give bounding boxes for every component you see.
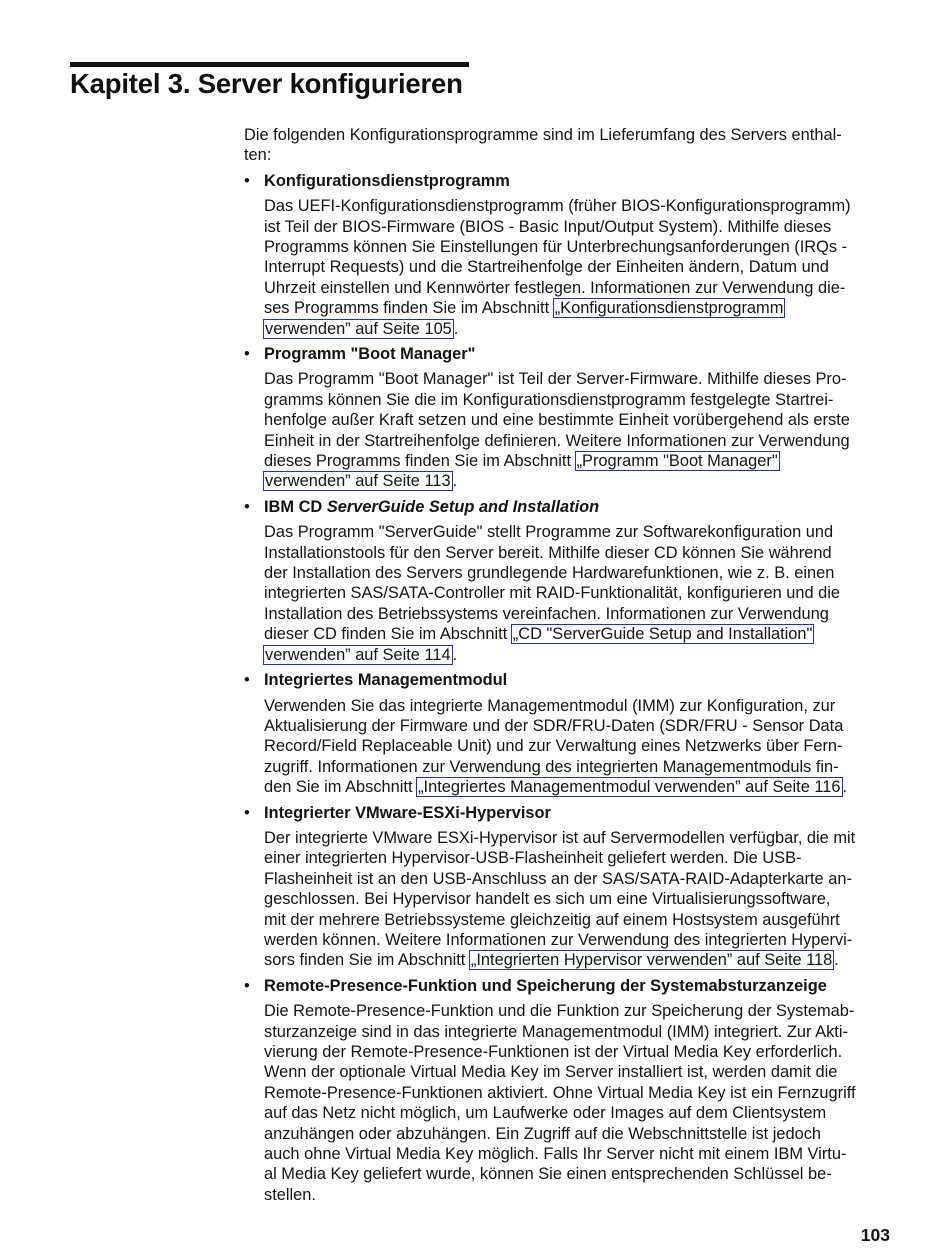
cross-reference-link[interactable]: „Konfigurationsdienstprogramm [554,299,784,318]
body-line: auch ohne Virtual Media Key möglich. Falls Ihr Server nicht mit einem IBM Virtu- [264,1145,847,1163]
body-line: Der integrierte VMware ESXi-Hypervisor ist auf Servermodellen verfügbar, die mit [264,828,856,847]
cross-reference-link[interactable]: „Programm "Boot Manager" [576,452,778,471]
body-line: Das UEFI-Konfigurationsdienstprogramm (früher BIOS-Konfigurationsprogramm) [264,197,851,216]
body-line [264,298,894,318]
body-text: dieses Programms finden Sie im Abschnitt [264,452,576,471]
bullet-icon: • [244,497,250,516]
cross-reference-link[interactable]: verwenden” auf Seite 113 [265,472,451,491]
item-body [264,1001,894,1205]
body-line: sturzanzeige sind in das integrierte Managementmodul (IMM) integriert. Zur Akti- [264,1022,848,1041]
item-body [264,828,894,971]
cross-reference-link[interactable]: „Integriertes Managementmodul verwenden” auf Seite 116 [418,778,841,797]
cross-reference-link[interactable]: verwenden” auf Seite 114 [265,645,451,664]
body-line: geschlossen. Bei Hypervisor handelt es sich um eine Virtualisierungssoftware, [264,890,831,909]
body-line: Record/Field Replaceable Unit) und zur Verwaltung eines Netzwerks über Fern- [264,737,843,756]
body-line: Verwenden Sie das integrierte Managementmodul (IMM) zur Konfiguration, zur [264,696,836,715]
bullet-icon: • [244,803,250,822]
body-line: stellen. [264,1185,316,1204]
body-line: Das Programm "ServerGuide" stellt Programme zur Softwarekonfiguration und [264,523,834,542]
body-line: einer integrierten Hypervisor-USB-Flasheinheit geliefert werden. Die USB- [264,849,802,868]
cross-reference-link[interactable]: „CD "ServerGuide Setup and Installation" [512,625,813,644]
item-heading: Integrierter VMware-ESXi-Hypervisor [264,803,551,822]
list-item-imm [244,670,894,797]
body-text: . [842,778,848,797]
body-line: werden können. Weitere Informationen zur Verwendung des integrierten Hypervi- [264,930,853,949]
bullet-icon: • [244,345,250,364]
body-line: Installationstools für den Server bereit. Mithilfe dieser CD können Sie während [264,543,832,562]
chapter-rule [70,62,469,67]
body-text: den Sie im Abschnitt [264,778,418,797]
item-heading [264,497,894,517]
bullet-icon: • [244,171,250,190]
item-body [264,696,894,798]
body-line [264,777,894,797]
item-heading: Remote-Presence-Funktion und Speicherung der Systemabsturzanzeige [264,976,827,995]
item-body [264,369,894,491]
body-line: der Installation des Servers grundlegende Hardwarefunktionen, wie z. B. einen [264,564,835,583]
body-line: Wenn der optionale Virtual Media Key im Server installiert ist, werden damit die [264,1063,838,1082]
body-text: sors finden Sie im Abschnitt [264,951,470,970]
body-line: Interrupt Requests) und die Startreihenfolge der Einheiten ändern, Datum und [264,258,829,277]
body-line [264,319,894,339]
body-line: Aktualisierung der Firmware und der SDR/FRU-Daten (SDR/FRU - Sensor Data [264,716,844,735]
body-line [264,471,894,491]
item-heading: Konfigurationsdienstprogramm [264,171,510,190]
page-number: 103 [860,1225,890,1245]
body-text: . [834,951,839,970]
body-line: Die Remote-Presence-Funktion und die Funktion zur Speicherung der Systemab- [264,1002,855,1021]
chapter-title: Kapitel 3. Server konfigurieren [70,68,463,99]
body-line: Uhrzeit einstellen und Kennwörter festlegen. Informationen zur Verwendung die- [264,278,846,297]
body-line: Flasheinheit ist an den USB-Anschluss an der SAS/SATA-RAID-Adapterkarte an- [264,869,852,888]
cross-reference-link[interactable]: verwenden” auf Seite 105 [265,319,452,338]
body-text: . [453,319,459,338]
list-item-konfigurationsdienstprogramm [244,171,894,339]
item-body [264,196,894,339]
body-line: mit der mehrere Betriebssysteme gleichzeitig auf einem Hostsystem ausgeführt [264,910,840,929]
item-body [264,522,894,665]
heading-italic-text: ServerGuide Setup and Installation [326,497,600,516]
body-line: vierung der Remote-Presence-Funktionen ist der Virtual Media Key erforderlich. [264,1042,843,1061]
body-text: dieser CD finden Sie im Abschnitt [264,625,512,644]
body-line: Das Programm "Boot Manager" ist Teil der Server-Firmware. Mithilfe dieses Pro- [264,370,847,389]
intro-line: ten: [244,146,272,165]
body-text: . [452,645,458,664]
body-line: zugriff. Informationen zur Verwendung des integrierten Managementmoduls fin- [264,757,839,776]
body-line [264,950,894,970]
body-line: ist Teil der BIOS-Firmware (BIOS - Basic Input/Output System). Mithilfe dieses [264,217,832,236]
intro-line: Die folgenden Konfigurationsprogramme sind im Lieferumfang des Servers enthal- [244,126,842,144]
heading-text: IBM CD [264,497,327,516]
body-text: ses Programms finden Sie im Abschnitt [264,299,554,318]
body-line: Installation des Betriebssystems vereinfachen. Informationen zur Verwendung [264,604,829,623]
list-item-remote-presence [244,976,894,1205]
body-line: Programms können Sie Einstellungen für Unterbrechungsanforderungen (IRQs - [264,238,848,257]
body-text: . [452,472,458,491]
cross-reference-link[interactable]: „Integrierten Hypervisor verwenden” auf Seite 118 [470,951,833,970]
item-heading: Integriertes Managementmodul [264,671,508,690]
bullet-icon: • [244,671,250,690]
body-line: auf das Netz nicht möglich, um Laufwerke oder Images auf dem Clientsystem [264,1104,827,1123]
body-line: Einheit in der Startreihenfolge definieren. Weitere Informationen zur Verwendung [264,431,850,450]
page-body [244,125,894,1210]
list-item-hypervisor [244,803,894,971]
body-line [264,451,894,471]
body-line [264,624,894,644]
item-heading: Programm "Boot Manager" [264,345,476,364]
body-line [264,645,894,665]
list-item-serverguide [244,497,894,665]
body-line: Remote-Presence-Funktionen aktiviert. Ohne Virtual Media Key ist ein Fernzugriff [264,1083,856,1102]
list-item-boot-manager [244,344,894,492]
bullet-icon: • [244,976,250,995]
body-line: henfolge außer Kraft setzen und eine bestimmte Einheit vorübergehend als erste [264,411,850,430]
body-line: integrierten SAS/SATA-Controller mit RAID-Funktionalität, konfigurieren und die [264,584,841,603]
body-line: gramms können Sie die im Konfigurationsdienstprogramm festgelegte Startrei- [264,390,834,409]
intro-paragraph [244,125,894,166]
body-line: anzuhängen oder abzuhängen. Ein Zugriff auf die Webschnittstelle ist jedoch [264,1124,822,1143]
body-line: al Media Key geliefert wurde, können Sie einen entsprechenden Schlüssel be- [264,1165,832,1184]
